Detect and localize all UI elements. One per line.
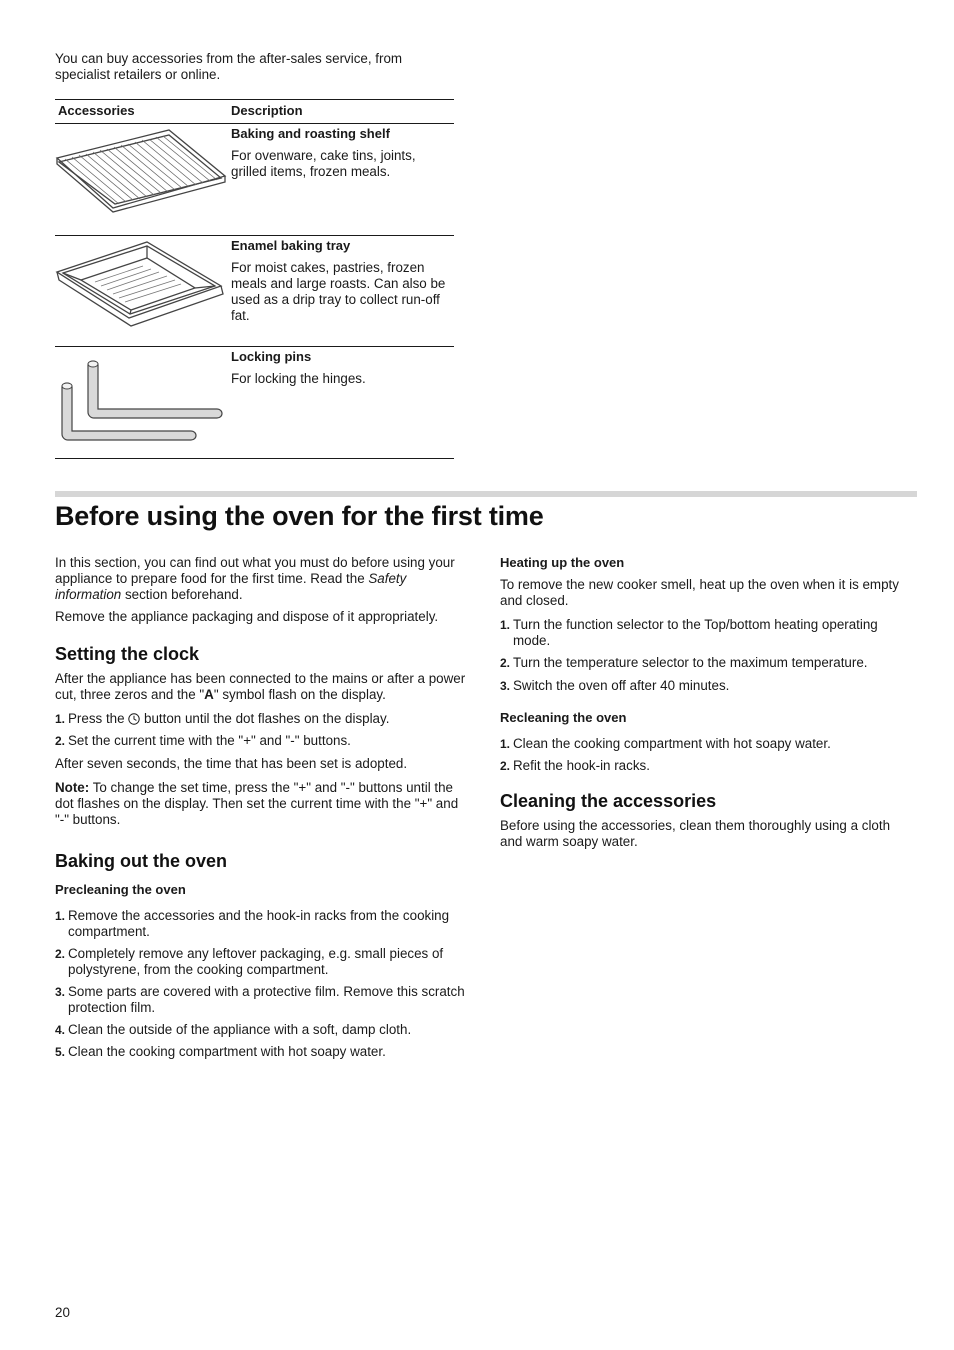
intro-text: You can buy accessories from the after-sales service, from specialist retailers or online. bbox=[55, 51, 403, 82]
section-intro: In this section, you can find out what you must do before using your appliance to prepare food for the first time. Read the Safety information section beforehand. bbox=[55, 555, 455, 602]
clock-note: Note: To change the set time, press the "+" and "-" buttons until the dot flashes on the display. Then set the current time with the "+" and "-" buttons. bbox=[55, 780, 459, 827]
clock-text: After the appliance has been connected to the mains or after a power cut, three zeros and the "A" symbol flash on the display. bbox=[55, 671, 466, 702]
left-column bbox=[55, 555, 471, 1060]
accessory-desc: For ovenware, cake tins, joints, grilled items, frozen meals. bbox=[231, 148, 416, 179]
locking-pins-image bbox=[55, 347, 227, 462]
section-rule bbox=[55, 491, 917, 497]
accessory-name: Locking pins bbox=[231, 349, 312, 364]
right-column bbox=[500, 555, 912, 850]
accessory-name: Baking and roasting shelf bbox=[231, 126, 390, 141]
table-row bbox=[55, 347, 454, 459]
packaging-text: Remove the appliance packaging and dispose of it appropriately. bbox=[55, 609, 439, 624]
accessory-desc: For locking the hinges. bbox=[231, 371, 366, 386]
page-number: 20 bbox=[55, 1305, 70, 1320]
heating-steps bbox=[500, 617, 912, 694]
precleaning-steps bbox=[55, 908, 471, 1060]
clock-icon bbox=[128, 713, 140, 725]
heading-baking-out: Baking out the oven bbox=[55, 851, 228, 871]
list-item: 1. Press the button until the dot flashes on the display. bbox=[55, 711, 390, 726]
heating-text: To remove the new cooker smell, heat up the oven when it is empty and closed. bbox=[500, 577, 899, 608]
list-item: 3. Some parts are covered with a protective film. Remove this scratch protection film. bbox=[55, 984, 465, 1015]
list-item: 2. Refit the hook-in racks. bbox=[500, 758, 650, 773]
subheading-precleaning: Precleaning the oven bbox=[55, 882, 186, 897]
cleaning-text: Before using the accessories, clean them thoroughly using a cloth and warm soapy water. bbox=[500, 818, 891, 849]
clock-after-text: After seven seconds, the time that has been set is adopted. bbox=[55, 756, 408, 771]
heading-cleaning-accessories: Cleaning the accessories bbox=[500, 791, 717, 811]
list-item: 3. Switch the oven off after 40 minutes. bbox=[500, 678, 730, 693]
subheading-recleaning: Recleaning the oven bbox=[500, 710, 627, 725]
col-description: Description bbox=[231, 103, 303, 118]
subheading-heating: Heating up the oven bbox=[500, 555, 625, 570]
list-item: 2. Completely remove any leftover packaging, e.g. small pieces of polystyrene, from the cooking compartment. bbox=[55, 946, 444, 977]
table-header bbox=[55, 99, 454, 124]
safety-info-ref: Safety information bbox=[55, 571, 407, 602]
page-title: Before using the oven for the first time bbox=[55, 501, 544, 531]
tray-image bbox=[55, 236, 227, 350]
recleaning-steps bbox=[500, 736, 912, 774]
list-item: 2. Turn the temperature selector to the maximum temperature. bbox=[500, 655, 868, 670]
list-item: 1. Turn the function selector to the Top/bottom heating operating mode. bbox=[500, 617, 878, 648]
shelf-image bbox=[55, 124, 227, 239]
col-accessories: Accessories bbox=[58, 103, 135, 118]
accessories-table bbox=[55, 99, 454, 459]
list-item: 1. Remove the accessories and the hook-in racks from the cooking compartment. bbox=[55, 908, 450, 939]
accessory-desc: For moist cakes, pastries, frozen meals and large roasts. Can also be used as a drip tray to collect run-off fat. bbox=[231, 260, 446, 323]
list-item: 5. Clean the cooking compartment with hot soapy water. bbox=[55, 1044, 386, 1059]
list-item: 1. Clean the cooking compartment with hot soapy water. bbox=[500, 736, 831, 751]
heading-setting-clock: Setting the clock bbox=[55, 644, 200, 664]
table-row bbox=[55, 124, 454, 236]
accessory-name: Enamel baking tray bbox=[231, 238, 351, 253]
table-row bbox=[55, 236, 454, 347]
list-item: 2. Set the current time with the "+" and "-" buttons. bbox=[55, 733, 351, 748]
clock-steps bbox=[55, 711, 471, 749]
list-item: 4. Clean the outside of the appliance with a soft, damp cloth. bbox=[55, 1022, 412, 1037]
